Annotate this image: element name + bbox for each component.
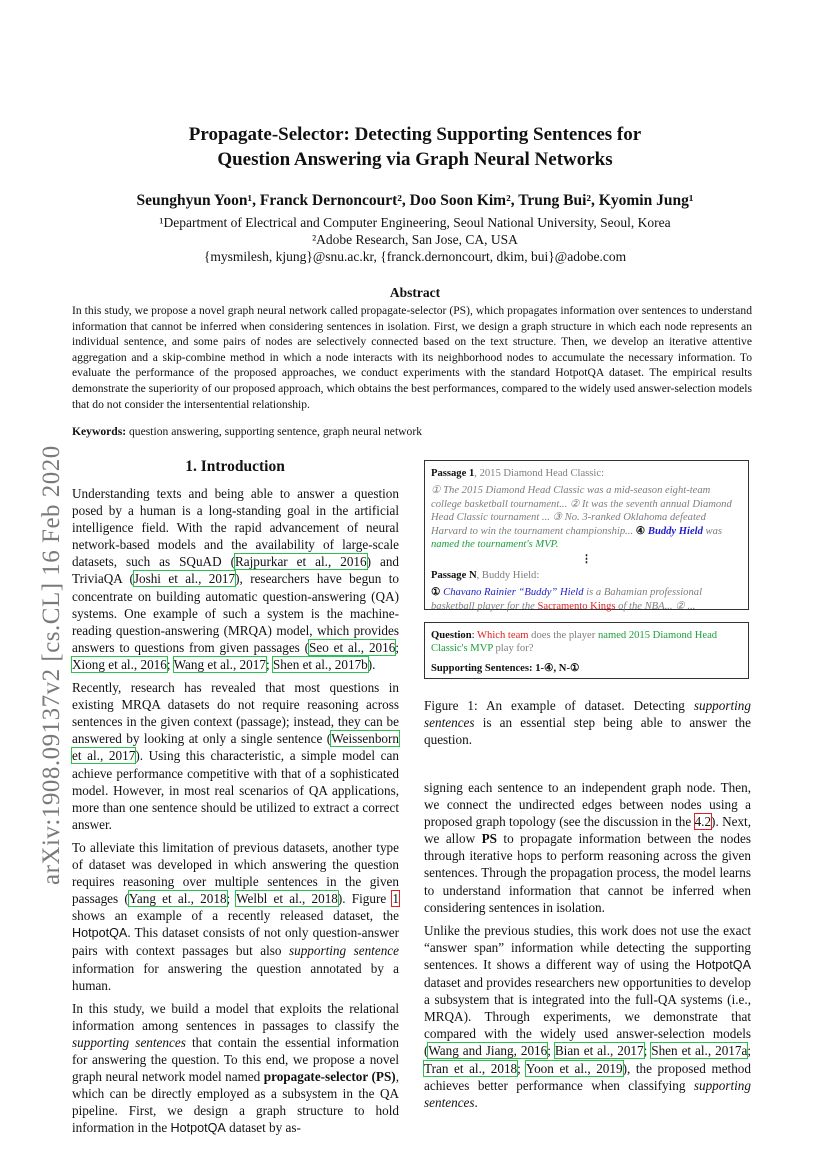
passage-n-header: Passage N, Buddy Hield:: [431, 569, 540, 581]
paragraph: In this study, we build a model that exploits the relational information among sentences in passages to classify the supporting sentences that contain the essential information for answering the question. To this end, we propose a novel graph neural network model named propagate-selector (PS), which can be directly employed as a subsystem in the QA pipeline. First, we design a graph structure to hold information in the HotpotQA dataset by as-: [72, 1000, 399, 1136]
passage-1-text: ① The 2015 Diamond Head Classic was a mid-season eight-team college basketball tournament... ② It was the seventh annual Diamond Head Classic tournament ... ③ No. 3-ranked Oklahoma defeated Harvard to win the tournament championship... ④ Buddy Hield was named the tournament's MVP.: [431, 485, 732, 551]
section-heading-introduction: 1. Introduction: [185, 458, 285, 475]
citation-link[interactable]: Welbl et al., 2018: [236, 891, 338, 907]
figure-reference-link[interactable]: 1: [392, 891, 399, 907]
citation-link[interactable]: Rajpurkar et al., 2016: [234, 554, 367, 570]
figure-question-box: [424, 622, 749, 679]
paragraph: To alleviate this limitation of previous datasets, another type of dataset was developed in which answering the question requires reasoning over multiple sentences in the given passages (Yang et al., 2018; Welbl et al., 2018). Figure 1 shows an example of a recently released dataset, the HotpotQA. This dataset consists of not only question-answer pairs with context passages but also supporting sentence information for answering the question annotated by a human.: [72, 839, 399, 993]
citation-link[interactable]: Joshi et al., 2017: [133, 571, 236, 587]
citation-link[interactable]: Seo et al., 2016: [309, 639, 396, 655]
dataset-name: HotpotQA: [72, 926, 128, 941]
citation-link[interactable]: Wang et al., 2017: [173, 656, 266, 672]
abstract-body: In this study, we propose a novel graph neural network called propagate-selector (PS), which propagates information over sentences to understand information that cannot be inferred when considering sentences in isolation. First, we design a graph structure in which each node represents an individual sentence, and some pairs of nodes are selectively connected based on the text structure. Then, we develop an iterative attentive aggregation and a skip-combine method in which a node interacts with its neighborhood nodes to accumulate the necessary information. To evaluate the performance of the proposed approaches, we conduct experiments with the standard HotpotQA dataset. The empirical results demonstrate the superiority of our proposed approach, which obtains the best performances, compared to the widely used answer-selection models that do not consider the intersentential relationship.: [72, 304, 752, 411]
affiliation-adobe: ²Adobe Research, San Jose, CA, USA: [312, 232, 518, 247]
citation-link[interactable]: Wang and Jiang, 2016: [428, 1043, 548, 1059]
citation-link[interactable]: Bian et al., 2017: [554, 1043, 644, 1059]
paragraph: Unlike the previous studies, this work does not use the exact “answer span” information while detecting the supporting sentences. It shows a different way of using the HotpotQA dataset and provides researchers new opportunities to develop a subsystem that is integrated into the full-QA systems (i.e., MRQA). Through experiments, we demonstrate that compared with the widely used answer-selection models (Wang and Jiang, 2016; Bian et al., 2017; Shen et al., 2017a; Tran et al., 2018; Yoon et al., 2019), the proposed method achieves better performance when classifying supporting sentences.: [424, 922, 752, 1110]
paper-title: [100, 122, 730, 172]
citation-link[interactable]: Shen et al., 2017a: [651, 1043, 748, 1059]
citation-link[interactable]: Yang et al., 2018: [128, 891, 227, 907]
keywords: [72, 425, 422, 438]
right-column: [424, 779, 751, 1117]
title-line-1: Propagate-Selector: Detecting Supporting Sentences for: [188, 124, 642, 145]
figure-passages-box: [424, 460, 749, 610]
citation-link[interactable]: Yoon et al., 2019: [525, 1060, 623, 1076]
question-text: Question: Which team does the player named 2015 Diamond Head Classic's MVP play for?: [431, 630, 718, 655]
citation-link[interactable]: Weissenborn et al., 2017: [72, 731, 399, 764]
citation-link[interactable]: Xiong et al., 2016: [72, 656, 167, 672]
arxiv-identifier: arXiv:1908.09137v2 [cs.CL] 16 Feb 2020: [38, 445, 65, 885]
arxiv-stamp: [18, 365, 65, 885]
affiliation-snu: ¹Department of Electrical and Computer Engineering, Seoul National University, Seoul, Korea: [159, 215, 671, 230]
title-line-2: Question Answering via Graph Neural Networks: [217, 149, 613, 170]
keywords-list: question answering, supporting sentence, graph neural network: [126, 425, 422, 438]
abstract-heading: Abstract: [389, 285, 441, 300]
ellipsis-vertical-icon: ⋮: [581, 554, 592, 566]
left-column: [72, 485, 399, 1143]
dataset-name: HotpotQA: [170, 1121, 226, 1136]
passage-n-text: ① Chavano Rainier “Buddy” Hield is a Bahamian professional basketball player for the Sacramento Kings of the NBA... ② ...: [431, 587, 703, 612]
dataset-name: HotpotQA: [695, 957, 751, 972]
citation-link[interactable]: Tran et al., 2018: [424, 1060, 518, 1076]
paragraph: Recently, research has revealed that most questions in existing MRQA datasets do not require reasoning across sentences in the given context (passage); instead, they can be answered by looking at only a single sentence (Weissenborn et al., 2017). Using this characteristic, a simple model can achieve performance competitive with that of a sophisticated model. However, in most real scenarios of QA applications, more than one sentence should be utilized to extract a correct answer.: [72, 680, 399, 832]
passage-1-header: Passage 1, 2015 Diamond Head Classic:: [431, 468, 605, 479]
paragraph: Understanding texts and being able to answer a question posed by a human is a long-standing goal in the artificial intelligence field. With the rapid advancement of neural network-based models and the availability of large-scale datasets, such as SQuAD (Rajpurkar et al., 2016) and TriviaQA (Joshi et al., 2017), researchers have begun to concentrate on building automatic question-answering (QA) systems. One example of such a system is the machine-reading question-answering (MRQA) model, which provides answers to questions from given passages (Seo et al., 2016; Xiong et al., 2016; Wang et al., 2017; Shen et al., 2017b).: [72, 486, 400, 672]
figure-caption: Figure 1: An example of dataset. Detecting supporting sentences is an essential step being able to answer the question.: [424, 698, 751, 748]
author-emails: {mysmilesh, kjung}@snu.ac.kr, {franck.dernoncourt, dkim, bui}@adobe.com: [203, 249, 627, 264]
citation-link[interactable]: Shen et al., 2017b: [272, 656, 368, 672]
paragraph: signing each sentence to an independent graph node. Then, we connect the undirected edges between nodes using a proposed graph topology (see the discussion in the 4.2). Next, we allow PS to propagate information between the nodes through iterative hops to perform reasoning across the given sentences. Through the propagation process, the model learns to understand information that cannot be inferred when considering sentences in isolation.: [424, 780, 751, 915]
section-reference-link[interactable]: 4.2: [694, 814, 712, 830]
supporting-sentences: Supporting Sentences: 1-④, N-①: [431, 662, 580, 674]
keywords-label: Keywords:: [72, 425, 127, 438]
author-list: Seunghyun Yoon¹, Franck Dernoncourt², Doo Soon Kim², Trung Bui², Kyomin Jung¹: [136, 192, 694, 209]
